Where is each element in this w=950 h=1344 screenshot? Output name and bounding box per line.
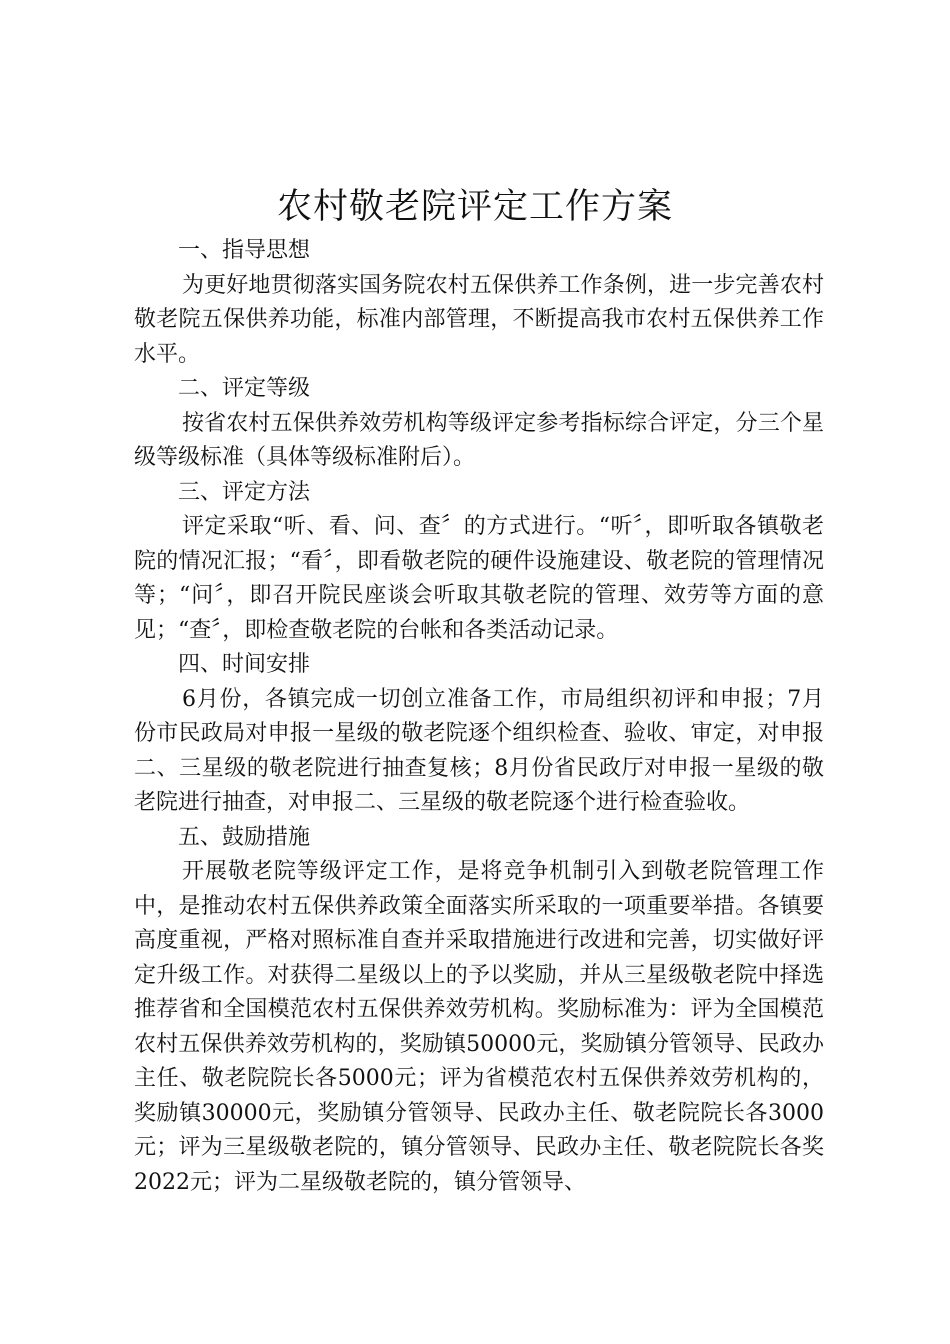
section-heading-guiding-ideology: 一、指导思想 bbox=[178, 238, 311, 263]
section-heading-incentives: 五、鼓励措施 bbox=[178, 824, 311, 850]
section-text-guiding-ideology: 为更好地贯彻落实国务院农村五保供养工作条例，进一步完善农村敬老院五保供养功能，标准内部管理，不断提高我市农村五保供养工作水平。 bbox=[134, 272, 824, 367]
section-heading-rating-levels: 二、评定等级 bbox=[178, 376, 311, 401]
section-heading-schedule: 四、时间安排 bbox=[178, 652, 311, 677]
section-heading-rating-methods: 三、评定方法 bbox=[178, 479, 311, 505]
section-text-rating-levels: 按省农村五保供养效劳机构等级评定参考指标综合评定，分三个星级等级标准（具体等级标准附后）。 bbox=[134, 410, 824, 470]
section-text-incentives: 开展敬老院等级评定工作，是将竞争机制引入到敬老院管理工作中，是推动农村五保供养政策全面落实所采取的一项重要举措。各镇要高度重视，严格对照标准自查并采取措施进行改进和完善，切实做好评定升级工作。对获得二星级以上的予以奖励，并从三星级敬老院中择选推荐省和全国模范农村五保供养效劳机构。奖励标准为：评为全国模范农村五保供养效劳机构的，奖励镇50000元，奖励镇分管领导、民政办主任、敬老院院长各5000元；评为省模范农村五保供养效劳机构的，奖励镇30000元，奖励镇分管领导、民政办主任、敬老院院长各3000元；评为三星级敬老院的，镇分管领导、民政办主任、敬老院院长各奖2022元；评为二星级敬老院的，镇分管领导、 bbox=[134, 859, 824, 1195]
document-title: 农村敬老院评定工作方案 bbox=[276, 187, 673, 227]
section-text-rating-methods: 评定采取“听、看、问、查〞的方式进行。“听〞，即听取各镇敬老院的情况汇报；“看〞，即看敬老院的硬件设施建设、敬老院的管理情况等；“问〞，即召开院民座谈会听取其敬老院的管理、效劳等方面的意见；“查〞，即检查敬老院的台帐和各类活动记录。 bbox=[134, 514, 824, 643]
document-body bbox=[134, 234, 824, 1200]
section-text-schedule: 6月份，各镇完成一切创立准备工作，市局组织初评和申报；7月份市民政局对申报一星级的敬老院逐个组织检查、验收、审定，对申报二、三星级的敬老院进行抽查复核；8月份省民政厅对申报一星级的敬老院进行抽查，对申报二、三星级的敬老院逐个进行检查验收。 bbox=[134, 686, 824, 815]
